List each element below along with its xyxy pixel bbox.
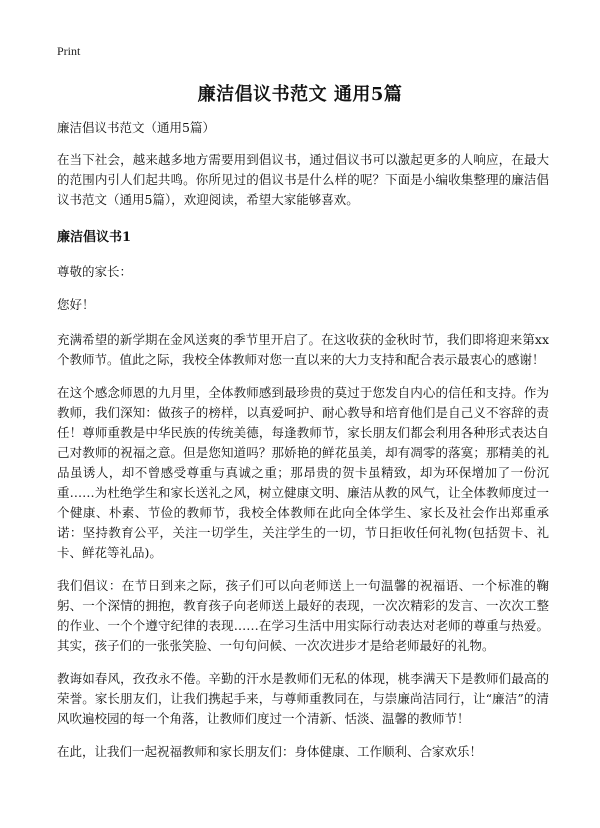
salutation: 尊敬的家长： — [57, 264, 133, 279]
document-body — [57, 118, 549, 775]
document-subtitle: 廉洁倡议书范文（通用5篇） — [57, 120, 215, 135]
body-paragraph: 在这个感念师恩的九月里，全体教师感到最珍贵的莫过于您发自内心的信任和支持。作为教师，我们深知：做孩子的榜样，以真爱呵护、耐心教导和培育他们是自己义不容辞的责任！尊师重教是中华民族的传统美德，每逢教师节，家长朋友们都会利用各种形式表达自己对教师的祝福之意。但是您知道吗？那娇艳的鲜花虽美，却有凋零的落寞；那精美的礼品虽诱人，却不曾感受尊重与真诚之重；那昂贵的贺卡虽精致，却为环保增加了一份沉重……为杜绝学生和家长送礼之风，树立健康文明、廉洁从教的风气，让全体教师度过一个健康、朴素、节俭的教师节，我校全体教师在此向全体学生、家长及社会作出郑重承诺：坚持教育公平，关注一切学生，关注学生的一切，节日拒收任何礼物(包括贺卡、礼卡、鲜花等礼品)。 — [57, 385, 549, 560]
document-title: 廉洁倡议书范文 通用5篇 — [197, 84, 403, 105]
section-heading: 廉洁倡议书1 — [57, 230, 132, 245]
closing-paragraph: 在此，让我们一起祝福教师和家长朋友们：身体健康、工作顺利、合家欢乐！ — [57, 744, 483, 759]
body-paragraph: 充满希望的新学期在金风送爽的季节里开启了。在这收获的金秋时节，我们即将迎来第xx个教师节。值此之际，我校全体教师对您一直以来的大力支持和配合表示最衷心的感谢！ — [57, 332, 549, 367]
body-paragraph: 教诲如春风，孜孜永不倦。辛勤的汗水是教师们无私的体现，桃李满天下是教师们最高的荣誉。家长朋友们，让我们携起手来，与尊师重教同在，与崇廉尚洁同行，让“廉洁”的清风吹遍校园的每一个角落，让教师们度过一个清新、恬淡、温馨的教师节！ — [57, 671, 549, 726]
greeting: 您好！ — [57, 297, 95, 312]
print-link[interactable]: Print — [57, 44, 81, 58]
body-paragraph: 我们倡议：在节日到来之际，孩子们可以向老师送上一句温馨的祝福语、一个标准的鞠躬、一个深情的拥抱，教育孩子向老师送上最好的表现，一次次精彩的发言、一次次工整的作业、一个个遵守纪律的表现……在学习生活中用实际行动表达对老师的尊重与热爱。其实，孩子们的一张张笑脸、一句句问候、一次次进步才是给老师最好的礼物。 — [57, 578, 549, 653]
intro-paragraph: 在当下社会，越来越多地方需要用到倡议书，通过倡议书可以激起更多的人响应，在最大的范围内引人们起共鸣。你所见过的倡议书是什么样的呢？下面是小编收集整理的廉洁倡议书范文（通用5篇），欢迎阅读，希望大家能够喜欢。 — [57, 152, 549, 207]
